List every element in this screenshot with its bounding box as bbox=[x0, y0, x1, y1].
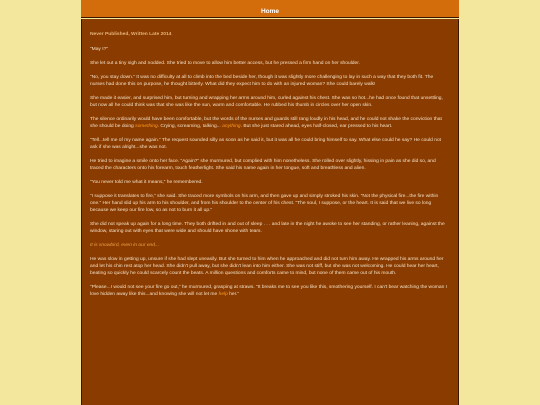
story-paragraph: He was slow in getting up, unsure if she had slept uneasily. But she turned to him when he approached and did not turn him away. He wrapped his arms around her and let his chin rest atop her head. She didn't pull away, but she didn't lean into him either. She was not stiff, but she was not welcoming. He could hear her heart, beating so quickly he could scarcely count the beats. A million questions and comforts came to mind, but none of them came out of his mouth. bbox=[90, 257, 444, 276]
top-nav-bar bbox=[81, 0, 459, 18]
story-meta: Never Published, Written Late 2014 bbox=[90, 32, 172, 37]
highlight-word: something bbox=[135, 124, 158, 129]
story-paragraph: “Tell...tell me of my name again.” The request sounded silly as soon as he said it, but it was all he could bring himself to say. What else could he say? He could not ask if she was alright...she was not. bbox=[90, 138, 442, 150]
story-paragraph: “No, you stay down.” It was no difficulty at all to climb into the bed beside her, though it was slightly more challenging to lay in such a way that they both fit. The nurses had done this on purpose, he thought bitterly. What did they expect him to do with an injured woman? She could barely walk! bbox=[90, 75, 434, 87]
home-link[interactable]: Home bbox=[260, 8, 280, 15]
story-paragraph: “May I?” bbox=[90, 47, 108, 52]
text-run: her.” bbox=[227, 292, 239, 297]
highlight-word: anything bbox=[222, 124, 241, 129]
text-run: . But she just stared ahead, eyes half-closed, ear pressed to his heart. bbox=[240, 124, 393, 129]
story-paragraph: She let out a tiny sigh and nodded. She tried to move to allow him better access, but he pressed a firm hand on her shoulder. bbox=[90, 61, 360, 66]
story-paragraph-italic: It is snowbird, even in our end... bbox=[90, 243, 160, 248]
story-paragraph bbox=[90, 284, 449, 298]
story-paragraph: “You never told me what it means,” he remembered. bbox=[90, 180, 203, 185]
story-paragraph: She made it easier, and surprised him, but turning and wrapping her arms around him, curled against his chest. She was so hot...he had once found that unsettling, but now all he could think was that she was like the sun, warm and comfortable. He rubbed his thumb in circles over her open skin. bbox=[90, 96, 443, 108]
story-paragraph bbox=[90, 116, 449, 130]
story-paragraph: She did not speak up again for a long time. They both drifted in and out of sleep . . . and late in the night he awoke to see her standing, or rather leaning, against the window, staring out with eyes that were wide and should have shone with tears. bbox=[90, 222, 445, 234]
story-content bbox=[81, 19, 459, 405]
story-paragraph: “I suppose it translates to fire,” she said. She traced more symbols on his arm, and then gave up and simply stroked his skin. “Not the physical fire...the fire within one.” Her hand slid up his arm to his shoulder, and from his shoulder to the center of his chest. “The soul, I suppose, or the heart. It is said that we live so long because we keep our fire low, so as not to burn it all up.” bbox=[90, 194, 439, 213]
story-paragraph: He tried to imagine a smile onto her face. “Again?” she murmured, but complied with him nonetheless. She rolled over slightly, hissing in pain as she did so, and traced the characters onto his forearm, touch featherlight. She said his name again in her tongue, soft and breathless and alien. bbox=[90, 159, 436, 171]
text-run: “Please...I would not see your fire go out,” he murmured, grasping at straws. “It breaks me to see you like this, smothering yourself. I can't bear watching the woman I love hidden away like this...and knowing she will not let me bbox=[90, 285, 448, 297]
highlight-word: help bbox=[218, 292, 228, 297]
text-run: . Crying, screaming, talking... bbox=[157, 124, 223, 129]
text-run: The silence ordinarily would have been comfortable, but the words of the nurses and guards still rang loudly in his head, and he could not shake the conviction that she should be doing bbox=[90, 117, 442, 129]
